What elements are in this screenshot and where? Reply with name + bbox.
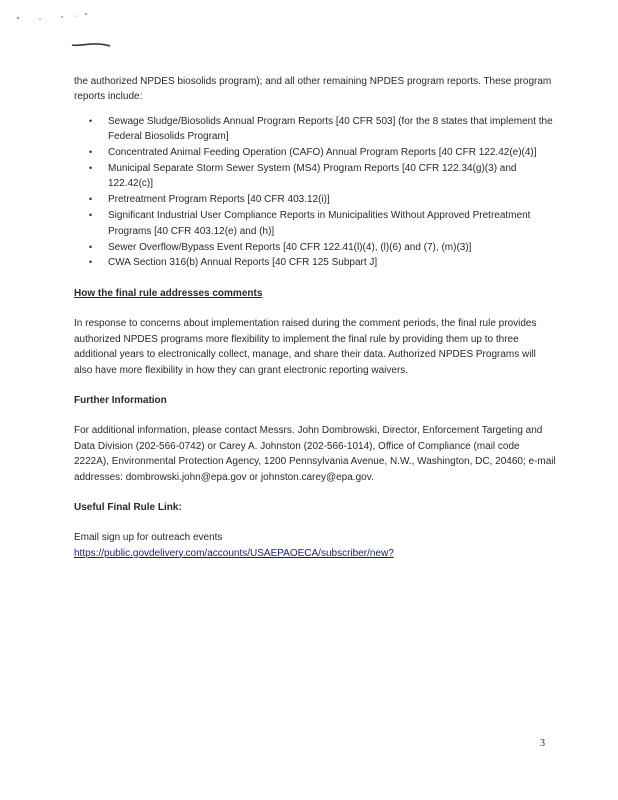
bullet-icon: •	[89, 163, 93, 174]
signup-text: Email sign up for outreach events	[74, 532, 223, 544]
page-number: 3	[540, 738, 545, 749]
signup-link[interactable]	[74, 546, 556, 561]
bullet-icon: •	[89, 194, 93, 205]
signup-url[interactable]: https://public.govdelivery.com/accounts/USAEPAOECA/subscriber/new?	[74, 547, 394, 559]
bullet-icon: •	[89, 241, 93, 252]
bullet-icon: •	[89, 147, 93, 158]
comments-heading: How the final rule addresses comments	[74, 287, 263, 299]
list-item: • CWA Section 316(b) Annual Reports [40 CFR 125 Subpart J]	[74, 255, 556, 270]
bullet-icon: •	[89, 115, 93, 126]
intro-paragraph: the authorized NPDES biosolids program); and all other remaining NPDES program reports. These program reports include:	[74, 76, 552, 103]
comments-paragraph: In response to concerns about implementation raised during the comment periods, the final rule provides authorized NPDES programs more flexibility to implement the final rule by providing them up to three additional years to electronically collect, manage, and share their data. Authorized NPDES Programs will also have more flexibility in how they can grant electronic reporting waivers.	[74, 318, 537, 376]
list-item: • Sewage Sludge/Biosolids Annual Program Reports [40 CFR 503] (for the 8 states that implement the Federal Biosolids Program]	[89, 115, 553, 143]
useful-link-heading: Useful Final Rule Link:	[74, 501, 182, 513]
list-item: • Municipal Separate Storm Sewer System (MS4) Program Reports [40 CFR 122.34(g)(3) and 122.42(c)]	[89, 163, 517, 190]
list-item: • Sewer Overflow/Bypass Event Reports [40 CFR 122.41(l)(4), (l)(6) and (7), (m)(3)]	[74, 240, 556, 255]
further-info-heading: Further Information	[74, 394, 167, 406]
further-info-paragraph: For additional information, please contact Messrs. John Dombrowski, Director, Enforcement Targeting and Data Division (202-566-0742) or Carey A. Johnston (202-566-1014), Office of Compliance (mail code 2222A), Environmental Protection Agency, 1200 Pennsylvania Avenue, N.W., Washington, DC, 20460; e-mail addresses: dombrowski.john@epa.gov or johnston.carey@epa.gov.	[74, 425, 556, 483]
bullet-icon: •	[89, 257, 93, 268]
bullet-icon: •	[89, 210, 93, 221]
list-item: • Concentrated Animal Feeding Operation (CAFO) Annual Program Reports [40 CFR 122.42(e)(4)]	[74, 145, 556, 160]
scan-speckle-marks	[12, 10, 102, 24]
list-item: • Pretreatment Program Reports [40 CFR 403.12(i)]	[74, 192, 556, 207]
document-body	[74, 74, 556, 561]
scan-stroke-mark	[70, 38, 114, 50]
report-list	[74, 114, 556, 271]
list-item: • Significant Industrial User Compliance Reports in Municipalities Without Approved Pretreatment Programs [40 CFR 403.12(e) and (h)]	[89, 210, 531, 237]
